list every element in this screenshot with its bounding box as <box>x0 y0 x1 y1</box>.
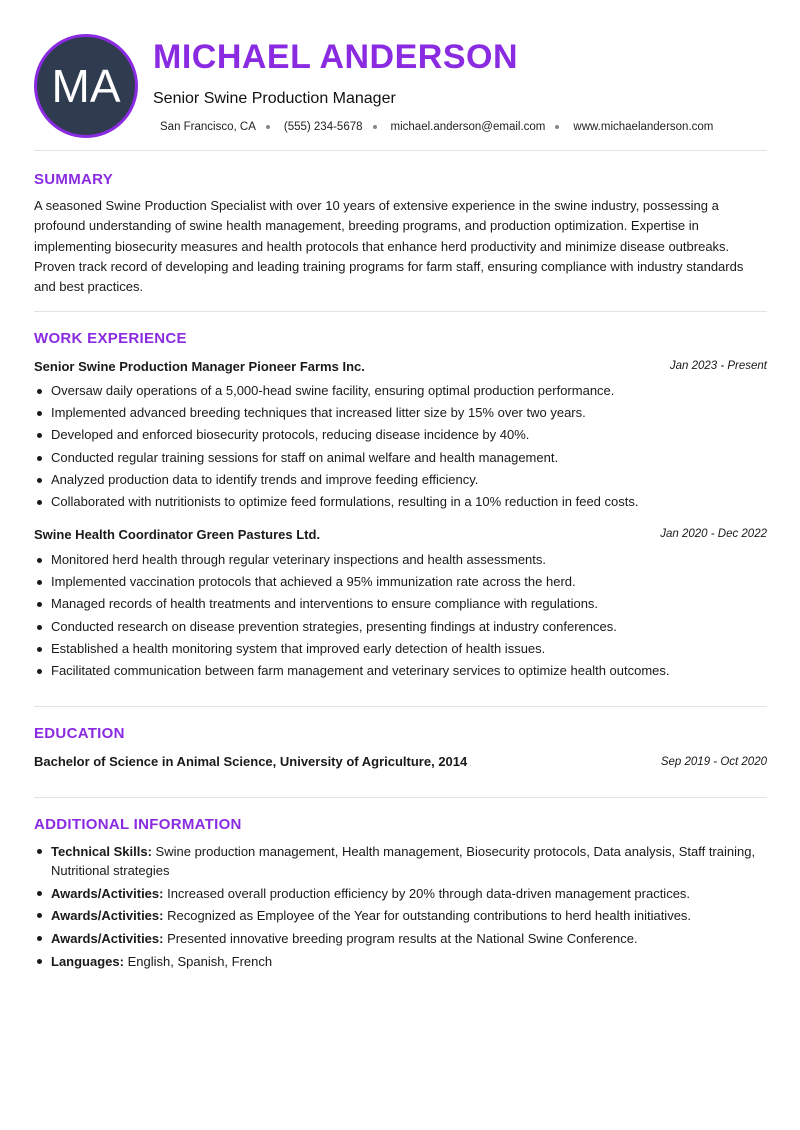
list-item: Oversaw daily operations of a 5,000-head swine facility, ensuring optimal production performance. <box>34 380 767 402</box>
item-label: Awards/Activities: <box>51 930 164 946</box>
list-item: Conducted regular training sessions for staff on animal welfare and health management. <box>34 447 767 469</box>
separator-dot-icon <box>266 125 270 129</box>
degree-title: Bachelor of Science in Animal Science, University of Agriculture, 2014 <box>34 754 468 769</box>
contact-line <box>160 121 713 133</box>
item-text: English, Spanish, French <box>127 953 273 969</box>
contact-phone: (555) 234-5678 <box>283 121 363 133</box>
list-item: Conducted research on disease prevention strategies, presenting findings at industry conferences. <box>34 616 767 638</box>
list-item <box>34 884 767 903</box>
contact-email[interactable]: michael.anderson@email.com <box>390 121 546 133</box>
additional-heading: ADDITIONAL INFORMATION <box>34 816 242 833</box>
list-item: Monitored herd health through regular veterinary inspections and health assessments. <box>34 549 767 571</box>
resume-header <box>34 34 767 138</box>
job-bullets <box>34 549 767 682</box>
avatar-initials: MA <box>51 60 121 112</box>
job-header <box>34 359 767 377</box>
job-title: Senior Swine Production Manager Pioneer Farms Inc. <box>34 359 365 374</box>
item-label: Languages: <box>51 953 124 969</box>
item-label: Awards/Activities: <box>51 908 164 923</box>
list-item: Collaborated with nutritionists to optimize feed formulations, resulting in a 10% reduction in feed costs. <box>34 491 767 513</box>
divider <box>34 706 767 707</box>
list-item: Established a health monitoring system that improved early detection of health issues. <box>34 638 767 660</box>
additional-list <box>34 842 767 974</box>
list-item: Implemented vaccination protocols that achieved a 95% immunization rate across the herd. <box>34 571 767 593</box>
list-item: Developed and enforced biosecurity protocols, reducing disease incidence by 40%. <box>34 424 767 446</box>
item-text: Increased overall production efficiency by 20% through data-driven management practices. <box>167 885 691 901</box>
contact-location: San Francisco, CA <box>160 121 256 133</box>
candidate-role: Senior Swine Production Manager <box>153 90 396 107</box>
item-text: Presented innovative breeding program results at the National Swine Conference. <box>167 930 638 946</box>
experience-heading: WORK EXPERIENCE <box>34 330 187 347</box>
job-dates: Jan 2023 - Present <box>669 360 767 372</box>
candidate-name: MICHAEL ANDERSON <box>153 38 519 76</box>
item-label: Technical Skills: <box>51 844 152 859</box>
job-dates: Jan 2020 - Dec 2022 <box>660 528 767 540</box>
list-item: Analyzed production data to identify trends and improve feeding efficiency. <box>34 469 767 491</box>
item-text: Swine production management, Health management, Biosecurity protocols, Data analysis, Staff training, Nutritional strategies <box>51 844 756 878</box>
separator-dot-icon <box>555 125 559 129</box>
list-item: Managed records of health treatments and interventions to ensure compliance with regulations. <box>34 593 767 615</box>
list-item <box>34 952 767 971</box>
list-item <box>34 906 767 925</box>
summary-text: A seasoned Swine Production Specialist with over 10 years of extensive experience in the swine industry, possessing a profound understanding of swine health management, breeding programs, and production optimization. Expertise in implementing biosecurity measures and health protocols that enhance herd productivity and minimize disease outbreaks. Proven track record of developing and leading training programs for farm staff, ensuring compliance with industry standards and best practices. <box>34 198 744 295</box>
list-item: Implemented advanced breeding techniques that increased litter size by 15% over two years. <box>34 402 767 424</box>
avatar <box>34 34 138 138</box>
summary-heading: SUMMARY <box>34 171 114 188</box>
separator-dot-icon <box>373 125 377 129</box>
divider <box>34 150 767 151</box>
education-heading: EDUCATION <box>34 725 125 742</box>
contact-website[interactable]: www.michaelanderson.com <box>573 121 714 133</box>
list-item <box>34 929 767 948</box>
degree-dates: Sep 2019 - Oct 2020 <box>660 756 767 768</box>
item-label: Awards/Activities: <box>51 885 164 901</box>
job-title: Swine Health Coordinator Green Pastures Ltd. <box>34 527 321 542</box>
item-text: Recognized as Employee of the Year for outstanding contributions to herd health initiatives. <box>167 908 692 923</box>
job-header <box>34 527 767 545</box>
list-item <box>34 842 767 880</box>
list-item: Facilitated communication between farm management and veterinary services to optimize health outcomes. <box>34 660 767 682</box>
divider <box>34 311 767 312</box>
divider <box>34 797 767 798</box>
job-bullets <box>34 380 767 513</box>
